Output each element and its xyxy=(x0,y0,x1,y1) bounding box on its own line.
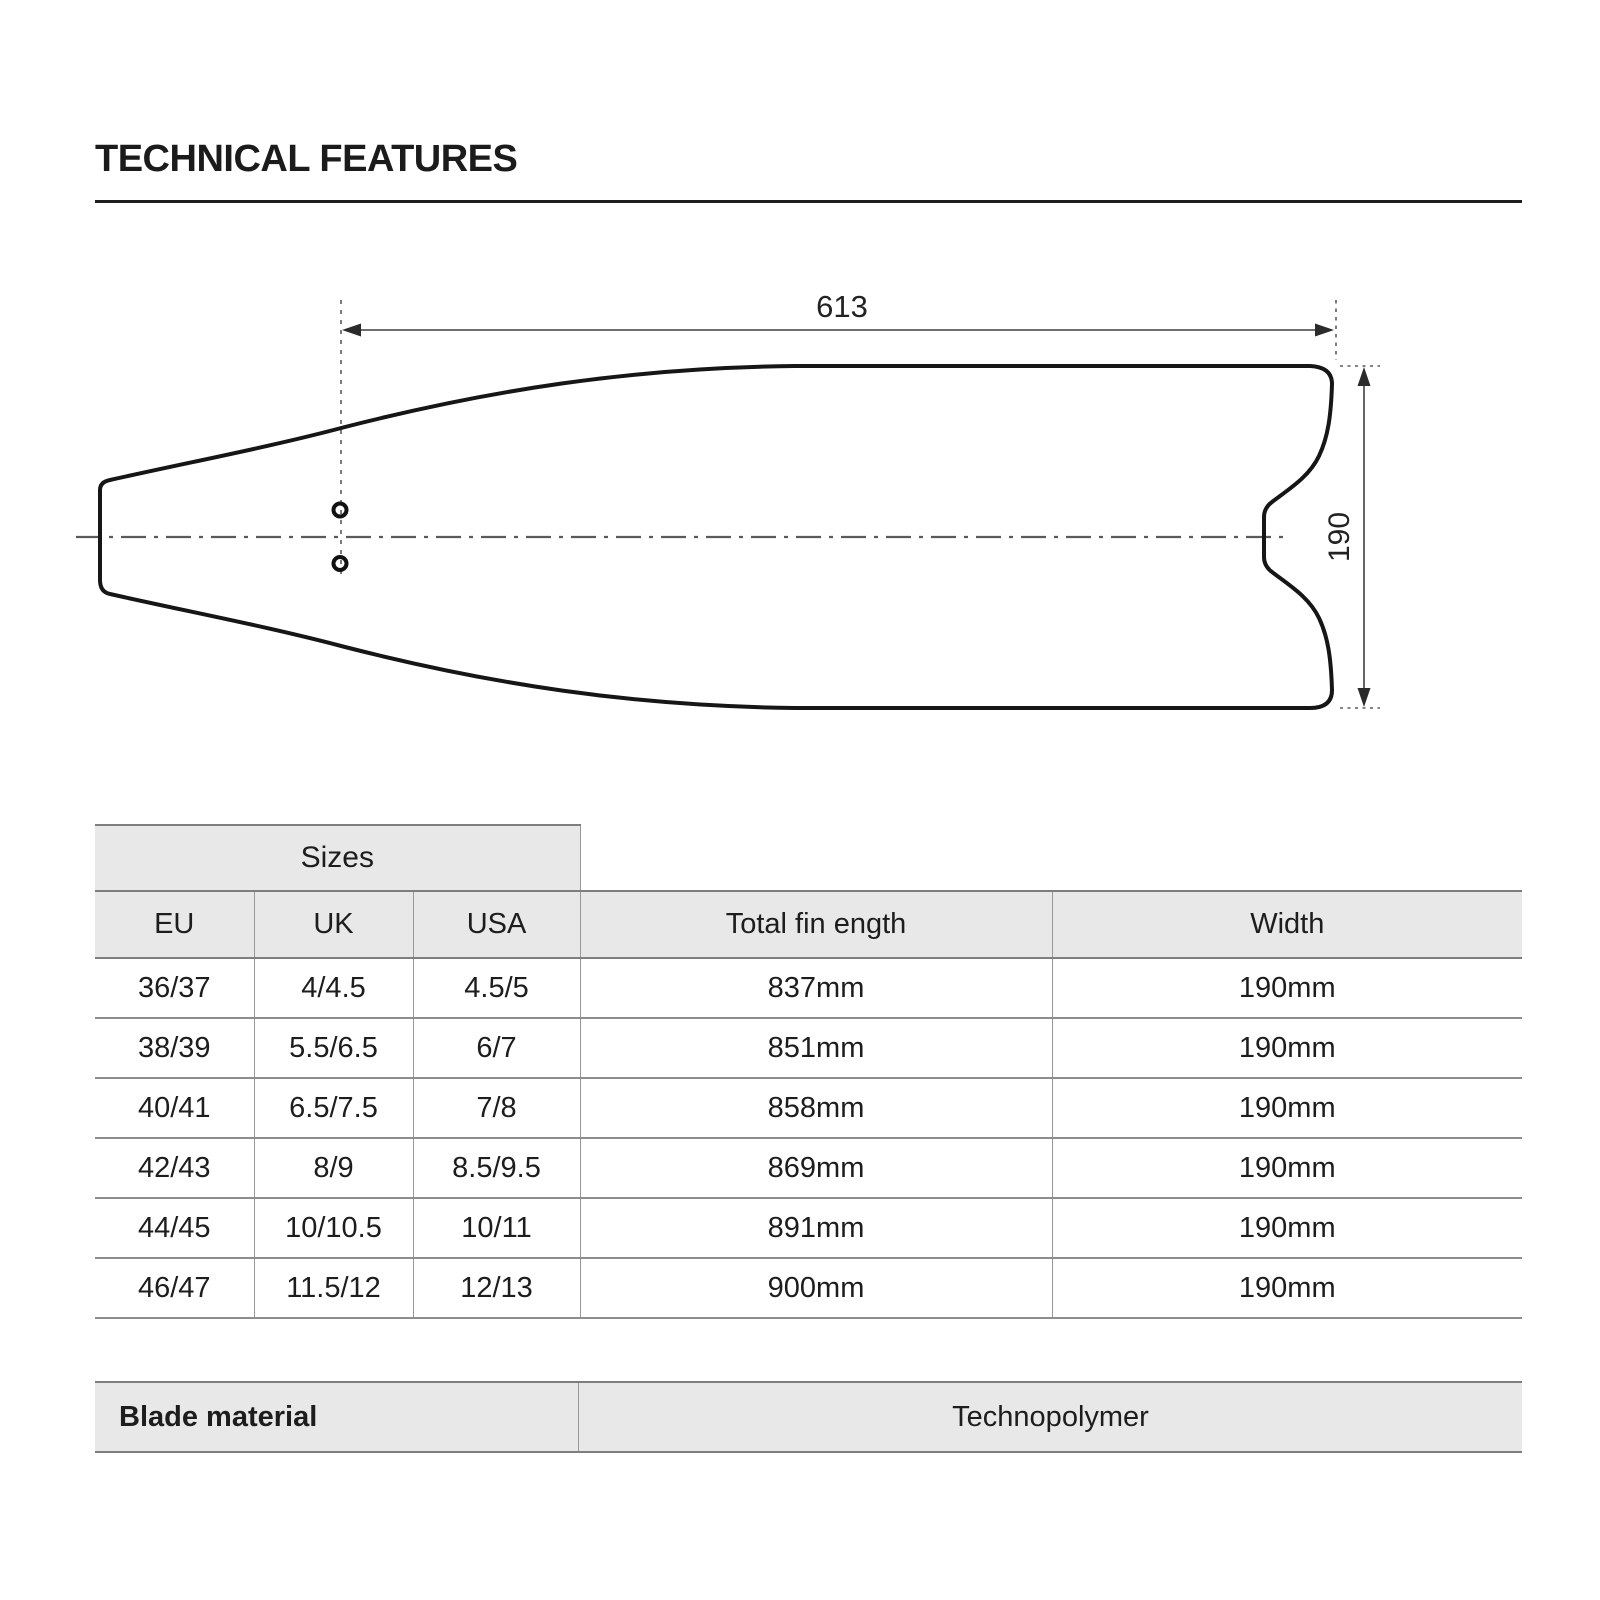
table-row xyxy=(95,1198,1522,1258)
column-header-row xyxy=(95,891,1522,958)
length-dimension-line xyxy=(342,324,1334,337)
cell-uk: 8/9 xyxy=(254,1138,413,1198)
cell-eu: 44/45 xyxy=(95,1198,254,1258)
cell-eu: 42/43 xyxy=(95,1138,254,1198)
sizes-table xyxy=(95,824,1522,1319)
mounting-hole-bottom xyxy=(334,557,347,570)
table-row xyxy=(95,1258,1522,1318)
cell-width: 190mm xyxy=(1052,1198,1522,1258)
blade-material-label: Blade material xyxy=(95,1383,579,1451)
sizes-group-spacer xyxy=(580,825,1522,891)
col-header-total-fin-length: Total fin ength xyxy=(580,891,1052,958)
cell-uk: 4/4.5 xyxy=(254,958,413,1018)
cell-eu: 46/47 xyxy=(95,1258,254,1318)
cell-uk: 11.5/12 xyxy=(254,1258,413,1318)
blade-material-value: Technopolymer xyxy=(952,1400,1149,1433)
col-header-uk: UK xyxy=(254,891,413,958)
cell-usa: 8.5/9.5 xyxy=(413,1138,580,1198)
cell-uk: 10/10.5 xyxy=(254,1198,413,1258)
cell-length: 869mm xyxy=(580,1138,1052,1198)
table-row xyxy=(95,1018,1522,1078)
col-header-eu: EU xyxy=(95,891,254,958)
width-dimension-label: 190 xyxy=(1323,511,1356,563)
cell-width: 190mm xyxy=(1052,1078,1522,1138)
table-row xyxy=(95,1138,1522,1198)
cell-width: 190mm xyxy=(1052,1138,1522,1198)
table-row xyxy=(95,958,1522,1018)
col-header-usa: USA xyxy=(413,891,580,958)
cell-eu: 38/39 xyxy=(95,1018,254,1078)
col-header-width: Width xyxy=(1052,891,1522,958)
mounting-hole-top xyxy=(334,504,347,517)
page-title: TECHNICAL FEATURES xyxy=(95,138,518,180)
cell-usa: 4.5/5 xyxy=(413,958,580,1018)
sizes-group-row xyxy=(95,825,1522,891)
fin-drawing-svg xyxy=(0,255,1600,740)
cell-width: 190mm xyxy=(1052,958,1522,1018)
fin-technical-drawing xyxy=(0,255,1600,740)
cell-uk: 6.5/7.5 xyxy=(254,1078,413,1138)
sizes-group-header: Sizes xyxy=(95,825,580,891)
length-dimension-label: 613 xyxy=(816,289,868,324)
cell-width: 190mm xyxy=(1052,1018,1522,1078)
cell-length: 837mm xyxy=(580,958,1052,1018)
cell-uk: 5.5/6.5 xyxy=(254,1018,413,1078)
cell-usa: 10/11 xyxy=(413,1198,580,1258)
cell-length: 891mm xyxy=(580,1198,1052,1258)
table-row xyxy=(95,1078,1522,1138)
title-underline xyxy=(95,200,1522,203)
blade-material-table xyxy=(95,1381,1522,1453)
cell-eu: 36/37 xyxy=(95,958,254,1018)
width-dimension-line xyxy=(1358,367,1371,707)
cell-usa: 12/13 xyxy=(413,1258,580,1318)
cell-length: 858mm xyxy=(580,1078,1052,1138)
cell-eu: 40/41 xyxy=(95,1078,254,1138)
cell-width: 190mm xyxy=(1052,1258,1522,1318)
cell-length: 900mm xyxy=(580,1258,1052,1318)
cell-usa: 6/7 xyxy=(413,1018,580,1078)
cell-length: 851mm xyxy=(580,1018,1052,1078)
cell-usa: 7/8 xyxy=(413,1078,580,1138)
